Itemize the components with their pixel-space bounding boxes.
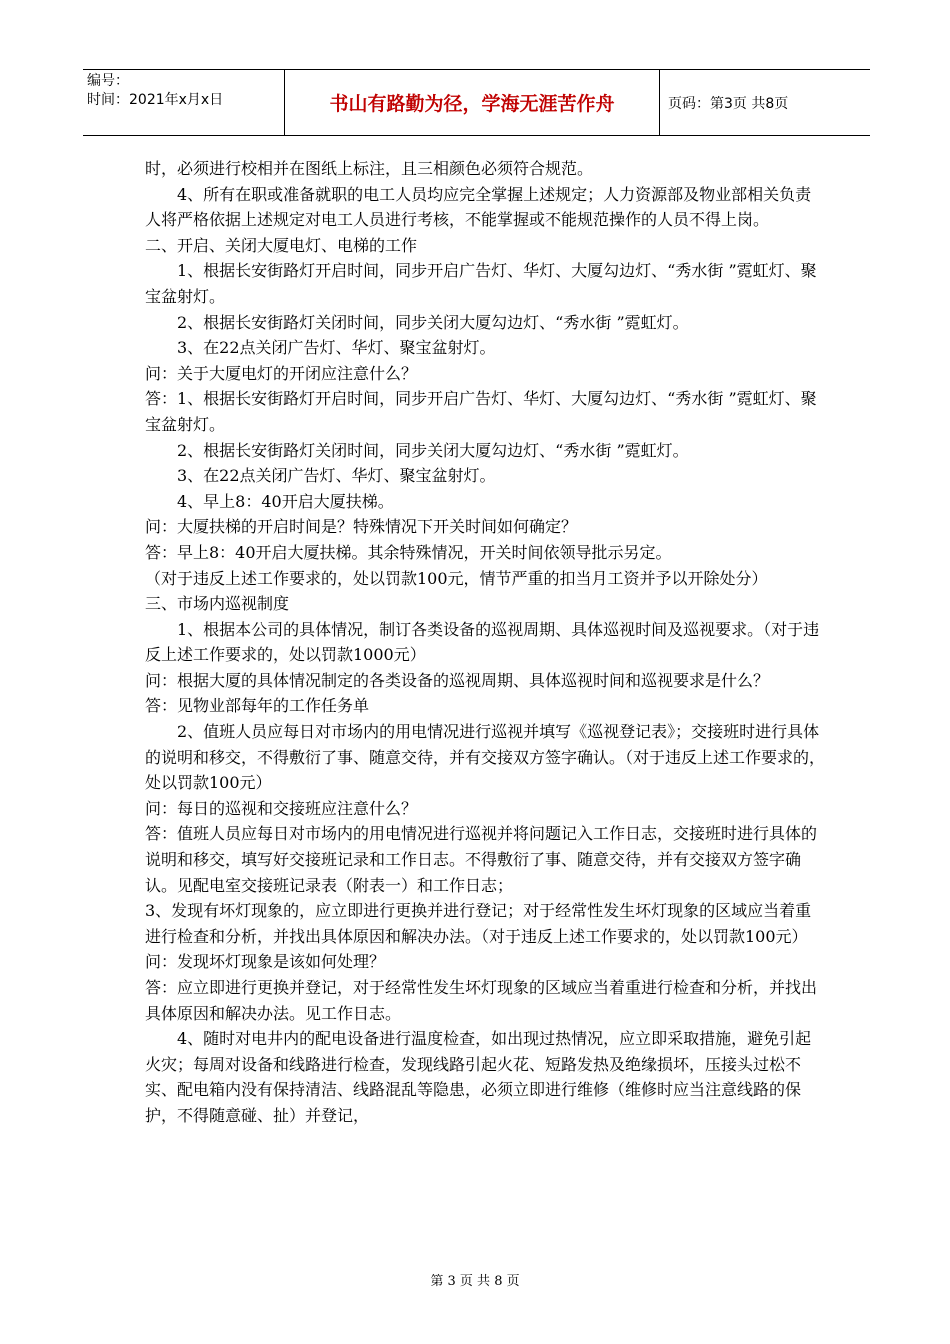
document-number: 编号： <box>87 73 129 89</box>
paragraph: 答：见物业部每年的工作任务单 <box>145 696 370 716</box>
paragraph: （对于违反上述工作要求的，处以罚款100元，情节严重的扣当月工资并予以开除处分） <box>145 568 768 588</box>
header-meta <box>83 70 285 135</box>
paragraph: 2、值班人员应每日对市场内的用电情况进行巡视并填写《巡视登记表》；交接班时进行具体的说明和移交，不得敷衍了事、随意交待，并有交接双方签字确认。（对于违反上述工作要求的，处以罚款100元） <box>145 722 826 793</box>
paragraph: 3、在22点关闭广告灯、华灯、聚宝盆射灯。 <box>177 466 496 486</box>
paragraph: 答：应立即进行更换并登记，对于经常性发生坏灯现象的区域应当着重进行检查和分析，并找出具体原因和解决办法。见工作日志。 <box>145 978 818 1023</box>
document-body <box>145 156 825 1129</box>
paragraph: 三、市场内巡视制度 <box>145 594 290 614</box>
paragraph: 问：根据大厦的具体情况制定的各类设备的巡视周期、具体巡视时间和巡视要求是什么？ <box>145 670 770 690</box>
header-slogan: 书山有路勤为径，学海无涯苦作舟 <box>285 70 660 135</box>
paragraph: 1、根据长安街路灯开启时间，同步开启广告灯、华灯、大厦勾边灯、“秀水街 ”霓虹灯、聚宝盆射灯。 <box>145 261 817 306</box>
paragraph: 3、在22点关闭广告灯、华灯、聚宝盆射灯。 <box>177 338 496 358</box>
paragraph: 4、所有在职或准备就职的电工人员均应完全掌握上述规定；人力资源部及物业部相关负责人将严格依据上述规定对电工人员进行考核，不能掌握或不能规范操作的人员不得上岗。 <box>145 184 812 230</box>
page-header <box>83 69 870 136</box>
document-date: 时间：2021年x月x日 <box>87 92 224 108</box>
paragraph: 答：早上8：40开启大厦扶梯。其余特殊情况，开关时间依领导批示另定。 <box>145 542 672 562</box>
paragraph: 问：关于大厦电灯的开闭应注意什么？ <box>145 363 418 383</box>
paragraph: 问：每日的巡视和交接班应注意什么？ <box>145 798 418 818</box>
paragraph: 1、根据本公司的具体情况，制订各类设备的巡视周期、具体巡视时间及巡视要求。（对于违反上述工作要求的，处以罚款1000元） <box>145 619 820 665</box>
header-page-code: 页码：第3页 共8页 <box>668 95 789 112</box>
paragraph: 4、随时对电井内的配电设备进行温度检查，如出现过热情况，应立即采取措施，避免引起火灾；每周对设备和线路进行检查，发现线路引起火花、短路发热及绝缘损坏，压接头过松不实、配电箱内没有保持清洁、线路混乱等隐患，必须立即进行维修（维修时应当注意线路的保护，不得随意碰、扯）并登记， <box>145 1029 812 1125</box>
paragraph: 时，必须进行校相并在图纸上标注，且三相颜色必须符合规范。 <box>145 159 594 178</box>
paragraph: 问：发现坏灯现象是该如何处理？ <box>145 952 386 972</box>
page-footer: 第 3 页 共 8 页 <box>430 1274 520 1289</box>
paragraph: 问：大厦扶梯的开启时间是？特殊情况下开关时间如何确定？ <box>145 517 578 537</box>
paragraph: 答：1、根据长安街路灯开启时间，同步开启广告灯、华灯、大厦勾边灯、“秀水街 ”霓虹灯、聚宝盆射灯。 <box>145 389 817 434</box>
paragraph: 3、发现有坏灯现象的，应立即进行更换并进行登记；对于经常性发生坏灯现象的区域应当着重进行检查和分析，并找出具体原因和解决办法。（对于违反上述工作要求的，处以罚款100元） <box>145 901 812 946</box>
paragraph: 答：值班人员应每日对市场内的用电情况进行巡视并将问题记入工作日志，交接班时进行具体的说明和移交，填写好交接班记录和工作日志。不得敷衍了事、随意交待，并有交接双方签字确认。见配电室交接班记录表（附表一）和工作日志； <box>145 824 818 895</box>
paragraph: 4、早上8：40开启大厦扶梯。 <box>177 491 394 511</box>
paragraph: 二、开启、关闭大厦电灯、电梯的工作 <box>145 235 418 255</box>
paragraph: 2、根据长安街路灯关闭时间，同步关闭大厦勾边灯、“秀水街 ”霓虹灯。 <box>177 312 689 332</box>
paragraph: 2、根据长安街路灯关闭时间，同步关闭大厦勾边灯、“秀水街 ”霓虹灯。 <box>177 440 689 460</box>
